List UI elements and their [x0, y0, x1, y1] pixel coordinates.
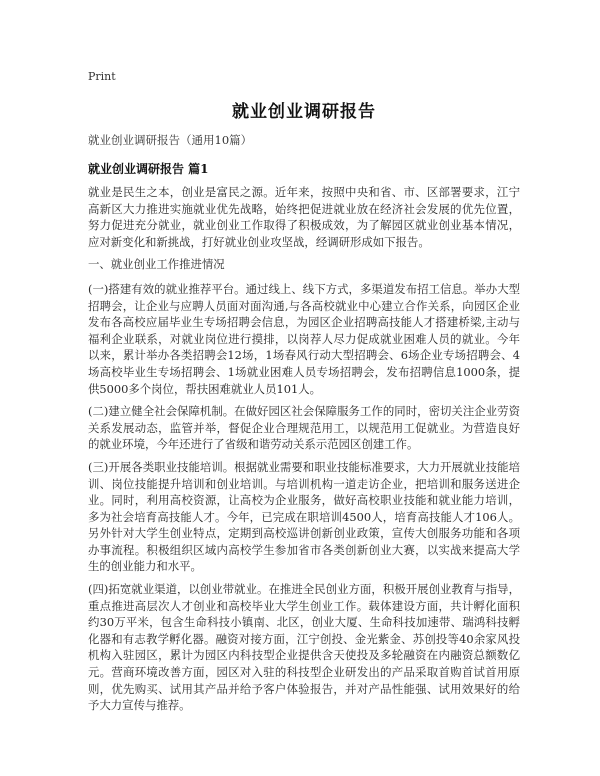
paragraph-item-3: (三)开展各类职业技能培训。根据就业需要和职业技能标准要求，大力开展就业技能培训、岗位技能提升培训和创业培训。与培训机构一道走访企业，把培训和服务送进企业。同时，利用高校资源，让高校为企业服务，做好高校职业技能和就业能力培训，多为社会培育高技能人才。今年，已完成在职培训4500人，培育高技能人才106人。另外针对大学生创业特点，定期到高校巡讲创新创业政策，宣传大创服务功能和各项办事流程。积极组织区域内高校学生参加省市各类创新创业大赛，以实战来提高大学生的创业能力和水平。 — [88, 459, 520, 574]
paragraph-item-1: (一)搭建有效的就业推荐平台。通过线上、线下方式，多渠道发布招工信息。举办大型招聘会，让企业与应聘人员面对面沟通,与各高校就业中心建立合作关系，向园区企业发布各高校应届毕业生专场招聘会信息，为园区企业招聘高技能人才搭建桥梁,主动与福利企业联系，对就业岗位进行摸排，以岗荐人尽力促成就业困难人员的就业。今年以来，累计举办各类招聘会12场，1场春风行动大型招聘会、6场企业专场招聘会、4场高校毕业生专场招聘会、1场就业困难人员专场招聘会，发布招聘信息1000条，提供5000多个岗位，帮扶困难就业人员101人。 — [88, 281, 520, 396]
paragraph-intro: 就业是民生之本，创业是富民之源。近年来，按照中央和省、市、区部署要求，江宁高新区大力推进实施就业优先战略，始终把促进就业放在经济社会发展的优先位置，努力促进充分就业，就业创业工作取得了积极成效，为了解园区就业创业基本情况，应对新变化和新挑战，打好就业创业攻坚战，经调研形成如下报告。 — [88, 185, 520, 249]
section-heading: 就业创业调研报告 篇1 — [88, 162, 209, 176]
print-label[interactable]: Print — [88, 70, 116, 83]
document-subtitle: 就业创业调研报告（通用10篇） — [88, 133, 253, 147]
paragraph-item-2: (二)建立健全社会保障机制。在做好园区社会保障服务工作的同时，密切关注企业劳资关系发展动态，监管并举，督促企业合理规范用工，以规范用工促就业。为营造良好的就业环境，今年还进行了省级和谐劳动关系示范园区创建工作。 — [88, 404, 520, 452]
document-title: 就业创业调研报告 — [232, 102, 376, 122]
paragraph-item-4: (四)拓宽就业渠道，以创业带就业。在推进全民创业方面，积极开展创业教育与指导，重点推进高层次人才创业和高校毕业大学生创业工作。载体建设方面，共计孵化面积约30万平米，包含生命科技小镇南、北区，创业大厦、生命科技加速带、瑞鸿科技孵化器和有志教学孵化器。融资对接方面，江宁创投、金光紫金、苏创投等40余家风投机构入驻园区，累计为园区内科技型企业提供含天使投及多轮融资在内融资总额数亿元。营商环境改善方面，园区对入驻的科技型企业研发出的产品采取首购首试首用原则，优先购买、试用其产品并给予客户体验报告，并对产品性能强、试用效果好的给予大力宣传与推荐。 — [88, 582, 520, 713]
paragraph-subheading: 一、就业创业工作推进情况 — [88, 257, 225, 272]
body-text — [88, 184, 520, 720]
